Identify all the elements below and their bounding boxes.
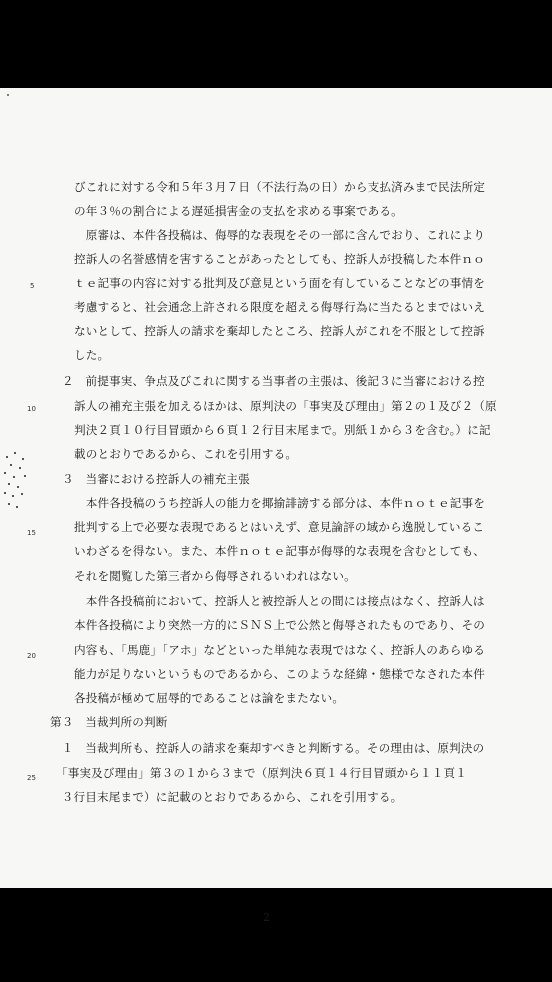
text-line: １ 当裁判所も、控訴人の請求を棄却すべきと判断する。その理由は、原判決の <box>50 741 485 755</box>
text-line: ないとして、控訴人の請求を棄却したところ、控訴人がこれを不服として控訴 <box>74 324 485 338</box>
text-line: 考慮すると、社会通念上許される限度を超える侮辱行為に当たるとまではいえ <box>74 300 486 314</box>
text-line: 「事実及び理由」第３の１から３まで（原判決６頁１４行目冒頭から１１頁１ <box>50 766 467 780</box>
text-line: 批判する上で必要な表現であるとはいえず、意見論評の域から逸脱しているこ <box>74 520 485 534</box>
line-number: 15 <box>27 529 36 537</box>
text-line: それを閲覧した第三者から侮辱されるいわれはない。 <box>74 569 356 583</box>
text-line: 内容も、「馬鹿」「アホ」などといった単純な表現ではなく、控訴人のあらゆる <box>74 643 485 657</box>
text-line: ３ 当審における控訴人の補充主張 <box>62 472 250 486</box>
text-line: びこれに対する令和５年３月７日（不法行為の日）から支払済みまで民法所定 <box>74 180 486 194</box>
line-number: 20 <box>27 652 36 660</box>
document-page <box>0 88 552 924</box>
text-line: いわざるを得ない。また、本件ｎｏｔｅ記事が侮辱的な表現を含むとしても、 <box>74 544 486 558</box>
text-line: ２ 前提事実、争点及びこれに関する当事者の主張は、後記３に当審における控 <box>62 374 485 388</box>
text-line: 原審は、本件各投稿は、侮辱的な表現をその一部に含んでおり、これにより <box>74 228 486 242</box>
text-line: 載のとおりであるから、これを引用する。 <box>74 447 298 461</box>
hole-punch-marks <box>0 448 40 518</box>
text-line: 訴人の補充主張を加えるほかは、原判決の「事実及び理由」第２の１及び２（原 <box>74 399 497 413</box>
text-line: 判決２頁１０行目冒頭から６頁１２行目末尾まで。別紙１から３を含む。）に記 <box>74 423 491 437</box>
text-line: 控訴人の名誉感情を害することがあったとしても、控訴人が投稿した本件ｎｏ <box>74 252 485 266</box>
text-line: した。 <box>74 348 110 362</box>
text-line: 能力が足りないというものであるから、このような経緯・態様でなされた本件 <box>74 667 486 681</box>
scan-speck <box>7 94 9 96</box>
page-number: 2 <box>263 911 270 924</box>
text-line: 本件各投稿のうち控訴人の能力を揶揄誹謗する部分は、本件ｎｏｔｅ記事を <box>74 496 486 510</box>
line-number: 10 <box>27 405 36 413</box>
text-line: 本件各投稿により突然一方的にＳＮＳ上で公然と侮辱されたものであり、その <box>74 618 486 632</box>
text-line: の年３％の割合による遅延損害金の支払を求める事案である。 <box>74 204 403 218</box>
line-number: 5 <box>30 282 35 290</box>
line-number: 25 <box>27 774 36 782</box>
section-heading: 第３ 当裁判所の判断 <box>50 715 168 729</box>
text-line: 本件各投稿前において、控訴人と被控訴人との間には接点はなく、控訴人は <box>74 594 485 608</box>
text-line: 各投稿が極めて屈辱的であることは論をまたない。 <box>74 691 345 705</box>
text-line: ３行目末尾まで）に記載のとおりであるから、これを引用する。 <box>50 790 403 804</box>
text-line: ｔｅ記事の内容に対する批判及び意見という面を有していることなどの事情を <box>74 276 486 290</box>
